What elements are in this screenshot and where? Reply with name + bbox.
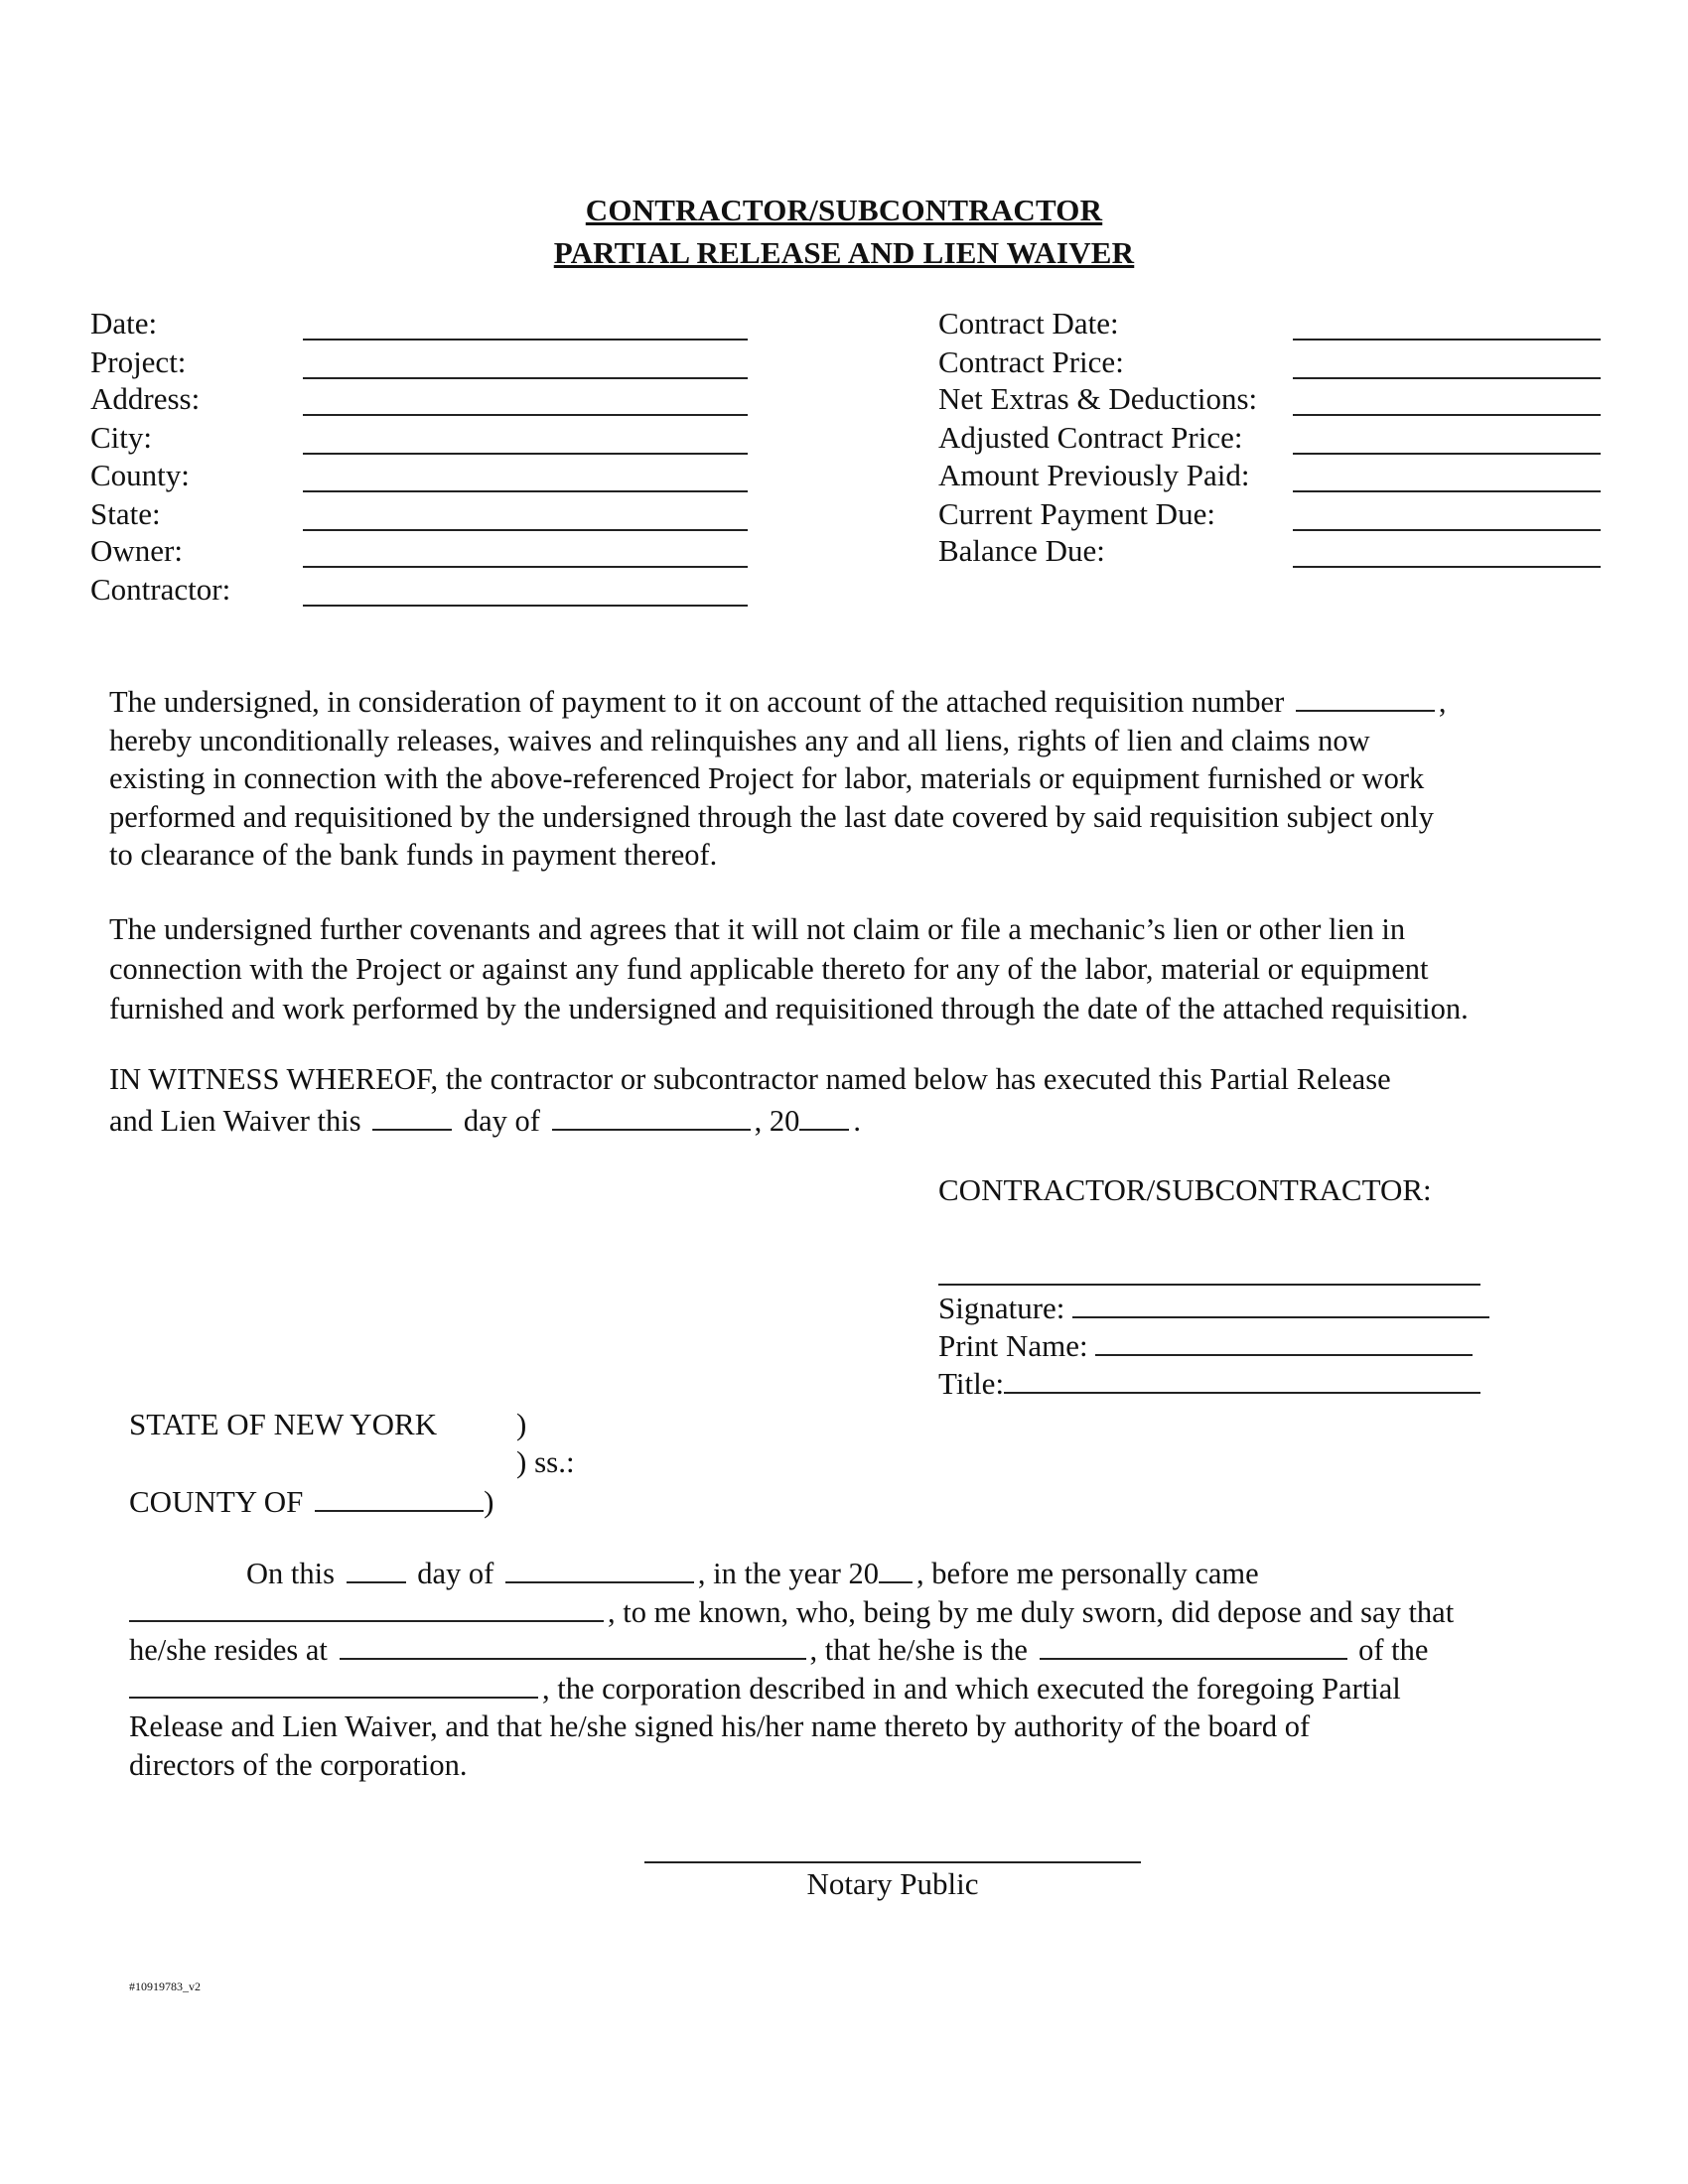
ack-text-4: , the corporation described in and which executed the foregoing Partial [542,1671,1401,1706]
print-name-label: Print Name: [938,1328,1088,1363]
ack-line-5: Release and Lien Waiver, and that he/she signed his/her name thereto by authority of the board of [129,1709,1311,1743]
ack-line-6: directors of the corporation. [129,1747,468,1782]
ack-residence-blank[interactable] [340,1632,806,1660]
ack-corporation-blank[interactable] [129,1671,538,1699]
venue-county-row [129,1483,493,1521]
label-state: State: [90,496,161,531]
print-name-line[interactable] [1095,1328,1473,1356]
label-contract-price: Contract Price: [938,344,1124,379]
ack-text-1d: , before me personally came [916,1557,1259,1590]
signature-line[interactable] [1072,1291,1489,1318]
signature-row [938,1291,1489,1326]
venue-ss: ) ss.: [516,1444,575,1479]
field-county-line[interactable] [303,490,748,492]
field-address-line[interactable] [303,414,748,416]
title-label: Title: [938,1366,1005,1401]
field-project-line[interactable] [303,377,748,379]
field-amount-previously-paid-line[interactable] [1293,490,1601,492]
ack-text-1c: , in the year 20 [697,1557,880,1590]
field-city-line[interactable] [303,453,748,455]
witness-text-2c: , 20 [754,1104,800,1138]
venue-state: STATE OF NEW YORK [129,1407,438,1441]
ack-text-1b: day of [417,1557,494,1590]
witness-line-1: IN WITNESS WHEREOF, the contractor or subcontractor named below has executed this Partial Release [109,1062,1391,1096]
witness-paragraph [109,1058,1599,1142]
witness-text-2a: and Lien Waiver this [109,1104,361,1138]
label-amount-previously-paid: Amount Previously Paid: [938,458,1250,492]
release-line-5: to clearance of the bank funds in payment thereof. [109,838,718,872]
witness-text-2d: . [853,1104,861,1138]
field-contract-date-line[interactable] [1293,339,1601,341]
witness-text-2b: day of [463,1104,540,1138]
form-title-line2: PARTIAL RELEASE AND LIEN WAIVER [553,235,1135,270]
release-text-1b: , [1438,685,1447,719]
label-net-extras: Net Extras & Deductions: [938,381,1258,416]
label-project: Project: [90,344,187,379]
witness-month-blank[interactable] [552,1103,751,1131]
ack-year-blank[interactable] [879,1556,913,1583]
ack-line-3 [129,1631,1618,1670]
label-county: County: [90,458,190,492]
title-line[interactable] [1004,1366,1480,1394]
covenant-line-2: connection with the Project or against any fund applicable thereto for any of the labor, material or equipment [109,952,1429,986]
label-balance-due: Balance Due: [938,533,1105,568]
requisition-number-blank[interactable] [1296,684,1435,712]
company-name-line[interactable] [938,1284,1480,1286]
form-title-line1: CONTRACTOR/SUBCONTRACTOR [585,193,1103,227]
field-state-line[interactable] [303,529,748,531]
label-adjusted-contract-price: Adjusted Contract Price: [938,420,1243,455]
ack-text-2: , to me known, who, being by me duly sworn, did depose and say that [608,1594,1455,1629]
release-line-3: existing in connection with the above-referenced Project for labor, materials or equipment furnished or work [109,761,1425,795]
ack-position-blank[interactable] [1040,1632,1347,1660]
covenant-paragraph [109,909,1599,1028]
venue-paren-3: ) [484,1484,494,1519]
venue-county-line[interactable] [315,1484,484,1512]
signature-heading: CONTRACTOR/SUBCONTRACTOR: [938,1172,1432,1207]
signature-label: Signature: [938,1291,1065,1325]
field-contract-price-line[interactable] [1293,377,1601,379]
ack-text-3a: he/she resides at [129,1633,328,1667]
ack-line-4 [129,1670,1618,1708]
notary-public-label: Notary Public [806,1866,979,1901]
release-line-2: hereby unconditionally releases, waives and relinquishes any and all liens, rights of lien and claims now [109,723,1370,757]
release-line-4: performed and requisitioned by the undersigned through the last date covered by said requisition subject only [109,799,1435,834]
ack-text-3b: , that he/she is the [809,1633,1028,1667]
venue-paren-1: ) [516,1407,527,1441]
ack-day-blank[interactable] [347,1556,406,1583]
venue-county-label: COUNTY OF [129,1484,304,1519]
field-contractor-line[interactable] [303,605,748,607]
covenant-line-3: furnished and work performed by the undersigned and requisitioned through the date of the attached requisition. [109,992,1469,1025]
ack-line-1 [129,1555,1618,1593]
ack-text-3c: of the [1358,1633,1429,1667]
print-name-row [938,1328,1473,1364]
ack-line-2 [129,1593,1618,1632]
witness-year-blank[interactable] [799,1103,849,1131]
field-balance-due-line[interactable] [1293,566,1601,568]
covenant-line-1: The undersigned further covenants and agrees that it will not claim or file a mechanic’s lien or other lien in [109,912,1406,946]
acknowledgment-paragraph [129,1555,1618,1784]
label-contract-date: Contract Date: [938,306,1119,341]
field-adjusted-contract-price-line[interactable] [1293,453,1601,455]
witness-line-2 [109,1100,1599,1142]
field-date-line[interactable] [303,339,748,341]
ack-text-1a: On this [246,1557,335,1590]
label-city: City: [90,420,153,455]
label-address: Address: [90,381,201,416]
label-owner: Owner: [90,533,183,568]
release-text-1a: The undersigned, in consideration of payment to it on account of the attached requisition number [109,685,1285,719]
document-id: #10919783_v2 [129,1979,201,1993]
label-date: Date: [90,306,158,341]
field-current-payment-due-line[interactable] [1293,529,1601,531]
notary-signature-line[interactable] [644,1861,1141,1863]
field-net-extras-line[interactable] [1293,414,1601,416]
release-paragraph [109,683,1599,875]
title-row [938,1366,1480,1402]
label-current-payment-due: Current Payment Due: [938,496,1215,531]
release-line-1 [109,683,1599,722]
ack-person-blank[interactable] [129,1594,604,1622]
label-contractor: Contractor: [90,572,231,607]
ack-month-blank[interactable] [505,1556,694,1583]
field-owner-line[interactable] [303,566,748,568]
witness-day-blank[interactable] [372,1103,452,1131]
